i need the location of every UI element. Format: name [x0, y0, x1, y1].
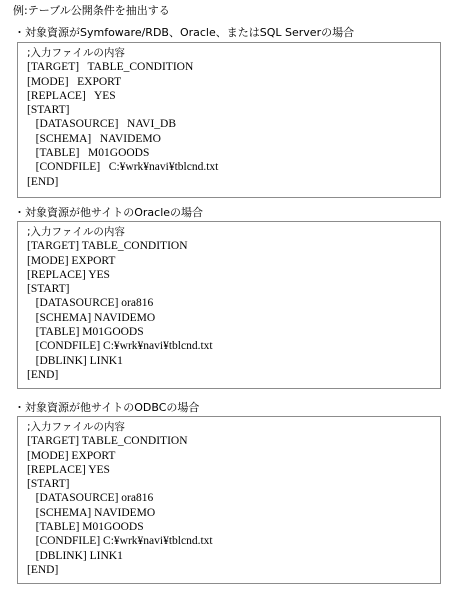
code-line: [CONDFILE] C:¥wrk¥navi¥tblcnd.txt: [27, 535, 213, 548]
code-line: [DBLINK] LINK1: [27, 549, 123, 562]
code-line: [END]: [27, 368, 59, 381]
code-line: [TARGET] TABLE_CONDITION: [27, 61, 194, 74]
code-line: [MODE] EXPORT: [27, 75, 122, 88]
code-line: [START]: [27, 104, 70, 117]
code-line: [REPLACE] YES: [27, 268, 110, 281]
code-line: ;入力ファイルの内容: [27, 226, 125, 238]
code-line: [MODE] EXPORT: [27, 449, 116, 462]
section-heading-odbc-other-site: ・対象資源が他サイトのODBCの場合: [14, 401, 200, 414]
code-line: [TABLE] M01GOODS: [27, 521, 144, 534]
section-heading-symfoware: ・対象資源がSymfoware/RDB、Oracle、またはSQL Serverの場合: [14, 26, 355, 39]
code-line: ;入力ファイルの内容: [27, 421, 125, 433]
section-heading-oracle-other-site: ・対象資源が他サイトのOracleの場合: [14, 206, 204, 219]
code-line: [REPLACE] YES: [27, 89, 116, 102]
code-line: [REPLACE] YES: [27, 463, 110, 476]
code-line: [TARGET] TABLE_CONDITION: [27, 435, 188, 448]
code-line: [DATASOURCE] NAVI_DB: [27, 118, 177, 131]
code-line: ;入力ファイルの内容: [27, 47, 125, 59]
code-line: [START]: [27, 283, 70, 296]
code-line: [TARGET] TABLE_CONDITION: [27, 240, 188, 253]
page-title: 例:テーブル公開条件を抽出する: [13, 4, 170, 17]
code-box-oracle-other-site: [17, 221, 441, 389]
code-line: [CONDFILE] C:¥wrk¥navi¥tblcnd.txt: [27, 340, 213, 353]
code-line: [DATASOURCE] ora816: [27, 492, 154, 505]
code-line: [DBLINK] LINK1: [27, 354, 123, 367]
code-box-odbc-other-site: [17, 416, 441, 584]
code-line: [SCHEMA] NAVIDEMO: [27, 506, 156, 519]
code-line: [START]: [27, 478, 70, 491]
code-line: [MODE] EXPORT: [27, 254, 116, 267]
code-line: [TABLE] M01GOODS: [27, 147, 150, 160]
code-line: [SCHEMA] NAVIDEMO: [27, 132, 161, 145]
code-line: [SCHEMA] NAVIDEMO: [27, 311, 156, 324]
code-line: [END]: [27, 563, 59, 576]
code-line: [DATASOURCE] ora816: [27, 297, 154, 310]
code-line: [END]: [27, 175, 59, 188]
code-box-symfoware: [17, 42, 441, 198]
code-line: [TABLE] M01GOODS: [27, 326, 144, 339]
code-line: [CONDFILE] C:¥wrk¥navi¥tblcnd.txt: [27, 161, 219, 174]
